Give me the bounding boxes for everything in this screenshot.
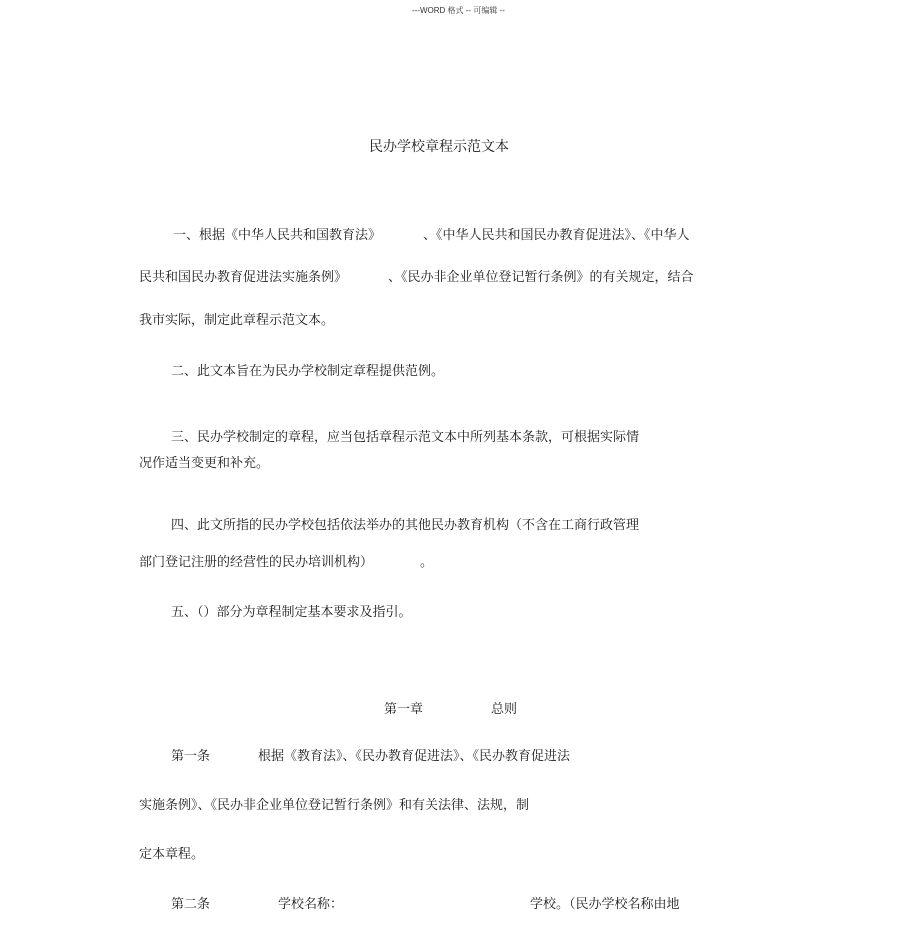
article1-line3: 定本章程。: [139, 847, 205, 862]
preamble-p1-line2-b: 、《民办非企业单位登记暂行条例》的有关规定，结合: [388, 270, 694, 285]
preamble-p4-line2-a: 部门登记注册的经营性的民办培训机构）: [139, 555, 374, 570]
chapter-name: 总则: [491, 702, 518, 717]
preamble-p3-line1: 三、民办学校制定的章程，应当包括章程示范文本中所列基本条款，可根据实际情: [171, 430, 640, 445]
preamble-p1-line2-a: 民共和国民办教育促进法实施条例》: [139, 270, 348, 285]
preamble-p1-line1-b: 、《中华人民共和国民办教育促进法》、《中华人: [423, 228, 690, 243]
article2-field-label: 学校名称：: [278, 897, 344, 912]
article2-label: 第二条: [171, 897, 211, 912]
article1-line1: 根据《教育法》、《民办教育促进法》、《民办教育促进法: [258, 749, 571, 764]
article1-label: 第一条: [171, 749, 211, 764]
preamble-p4-line2-b: 。: [420, 555, 434, 570]
preamble-p5: 五、（）部分为章程制定基本要求及指引。: [171, 605, 412, 620]
preamble-p2: 二、此文本旨在为民办学校制定章程提供范例。: [171, 364, 445, 379]
document-title: 民办学校章程示范文本: [369, 139, 509, 155]
preamble-p4-line1: 四、此文所指的民办学校包括依法举办的其他民办教育机构（不含在工商行政管理: [171, 518, 640, 533]
chapter-number: 第一章: [384, 702, 424, 717]
preamble-p3-line2: 况作适当变更和补充。: [139, 456, 270, 471]
page-header: ---WORD 格式 -- 可编辑 --: [412, 6, 505, 15]
article2-suffix: 学校。（民办学校名称由地: [530, 897, 680, 912]
preamble-p1-line1-a: 一、根据《中华人民共和国教育法》: [173, 228, 382, 243]
preamble-p1-line3: 我市实际，制定此章程示范文本。: [139, 313, 335, 328]
article1-line2: 实施条例》、《民办非企业单位登记暂行条例》和有关法律、法规，制: [139, 798, 530, 813]
